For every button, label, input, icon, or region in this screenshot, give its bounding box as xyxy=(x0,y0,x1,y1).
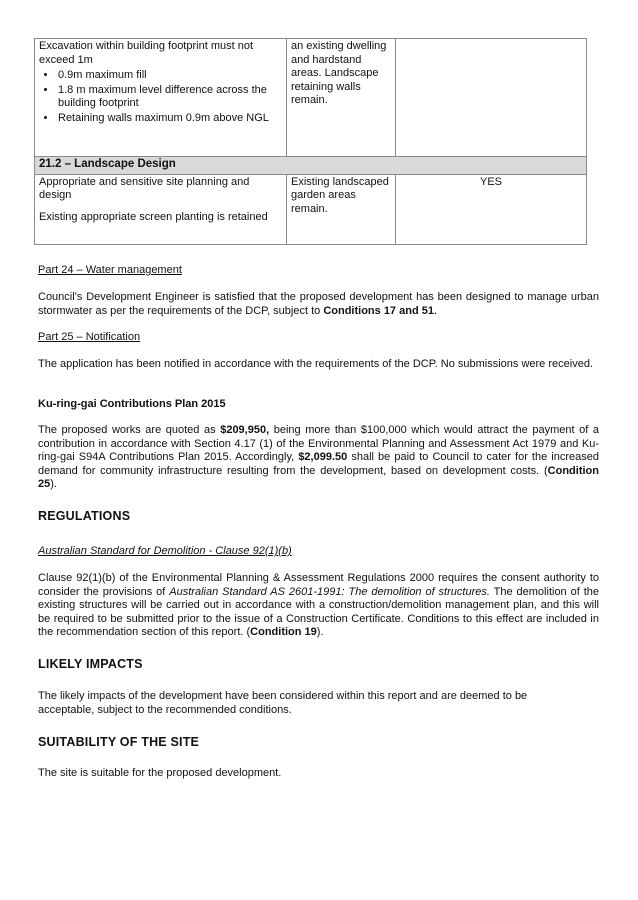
text-run-bold: Conditions 17 and 51 xyxy=(323,304,434,317)
table-row xyxy=(35,39,587,157)
table-cell xyxy=(396,174,587,244)
text-run: shall be paid to Council to cater for the increased demand for community infrastructure resulting from the development, based on development costs. ( xyxy=(38,451,600,477)
paragraph: The likely impacts of the development have been considered within this report and are deemed to be acceptable, subject to the recommended conditions. xyxy=(38,690,528,716)
impacts-heading xyxy=(38,658,599,672)
cell-text: Existing appropriate screen planting is retained xyxy=(39,210,268,223)
paragraph: The site is suitable for the proposed development. xyxy=(38,767,282,779)
section-heading: Ku-ring-gai Contributions Plan 2015 xyxy=(38,398,226,410)
text-run: Clause 92(1)(b) of the Environmental Planning & Assessment Regulations 2000 requires the consent authority to consider the provisions of xyxy=(38,572,599,598)
text-run: Council’s Development Engineer is satisfied that the proposed development has been designed to manage urban stormwater as per the requirements of the DCP, subject to xyxy=(38,291,599,317)
paragraph: The application has been notified in accordance with the requirements of the DCP. No submissions were received. xyxy=(38,358,593,370)
table-cell xyxy=(287,39,396,157)
table-cell xyxy=(396,39,587,157)
section-heading: SUITABILITY OF THE SITE xyxy=(38,735,200,749)
notification-paragraph xyxy=(38,358,599,372)
text-run-italic: Australian Standard AS 2601-1991: The demolition of structures. xyxy=(169,585,490,598)
list-item: • Retaining walls maximum 0.9m above NGL xyxy=(57,112,282,126)
notification-heading xyxy=(38,331,599,345)
list-item: • 0.9m maximum fill xyxy=(57,69,282,83)
suitability-heading xyxy=(38,736,599,750)
text-run-bold: $2,099.50 xyxy=(298,451,348,463)
text-run-bold: $209,950, xyxy=(220,424,270,436)
paragraph xyxy=(38,572,599,640)
suitability-paragraph xyxy=(38,767,599,781)
section-heading: Part 24 – Water management xyxy=(38,264,182,276)
cell-text: Existing landscaped garden areas remain. xyxy=(291,175,389,215)
cell-text: Excavation within building footprint must not exceed 1m xyxy=(39,40,254,66)
text-run-bold: Condition 25 xyxy=(38,464,599,490)
text-run: The demolition of the existing structures will be carried out in accordance with a construction/demolition management plan, and this will be required to be submitted prior to the issue of a Construction Certificate. Conditions to this effect are included in the recommendation section of this report. ( xyxy=(38,585,600,638)
text-run: The proposed works are quoted as xyxy=(38,424,221,436)
bullet-list xyxy=(39,69,282,125)
table-cell xyxy=(35,174,287,244)
text-run: ). xyxy=(316,626,324,638)
table-section-row xyxy=(35,157,587,175)
paragraph xyxy=(38,424,599,492)
paragraph xyxy=(38,291,599,318)
regulations-paragraph xyxy=(38,572,599,640)
text-run: ). xyxy=(50,478,57,490)
contributions-paragraph xyxy=(38,424,599,492)
water-management-heading xyxy=(38,264,599,278)
cell-text: an existing dwelling and hardstand areas. Landscape retaining walls remain. xyxy=(291,40,387,106)
table-row xyxy=(35,174,587,244)
text-run-bold: Condition 19 xyxy=(250,626,317,638)
list-item: • 1.8 m maximum level difference across the building footprint xyxy=(57,84,282,111)
impacts-paragraph xyxy=(38,690,599,717)
table-cell xyxy=(287,174,396,244)
cell-text: Appropriate and sensitive site planning and design xyxy=(39,175,250,201)
demolition-subheading xyxy=(38,545,599,559)
contributions-heading xyxy=(38,398,599,412)
table-cell xyxy=(35,39,287,157)
section-heading: Part 25 – Notification xyxy=(38,331,141,343)
subheading: Australian Standard for Demolition - Clause 92(1)(b) xyxy=(38,545,292,557)
text-run: . xyxy=(433,304,438,317)
section-heading-cell: 21.2 – Landscape Design xyxy=(35,157,587,175)
regulations-heading xyxy=(38,510,599,524)
water-management-paragraph xyxy=(38,291,599,318)
text-run: being more than $100,000 which would attract the payment of a contribution in accordance with Section 4.17 (1) of the Environmental Planning and Assessment Act 1979 and Ku-ring-gai S94A Contributions Plan 2015. Accordingly, xyxy=(38,424,600,463)
dcp-compliance-table xyxy=(34,38,587,245)
section-heading: REGULATIONS xyxy=(38,509,131,523)
section-heading: LIKELY IMPACTS xyxy=(38,657,143,671)
compliance-status: YES xyxy=(479,175,502,188)
